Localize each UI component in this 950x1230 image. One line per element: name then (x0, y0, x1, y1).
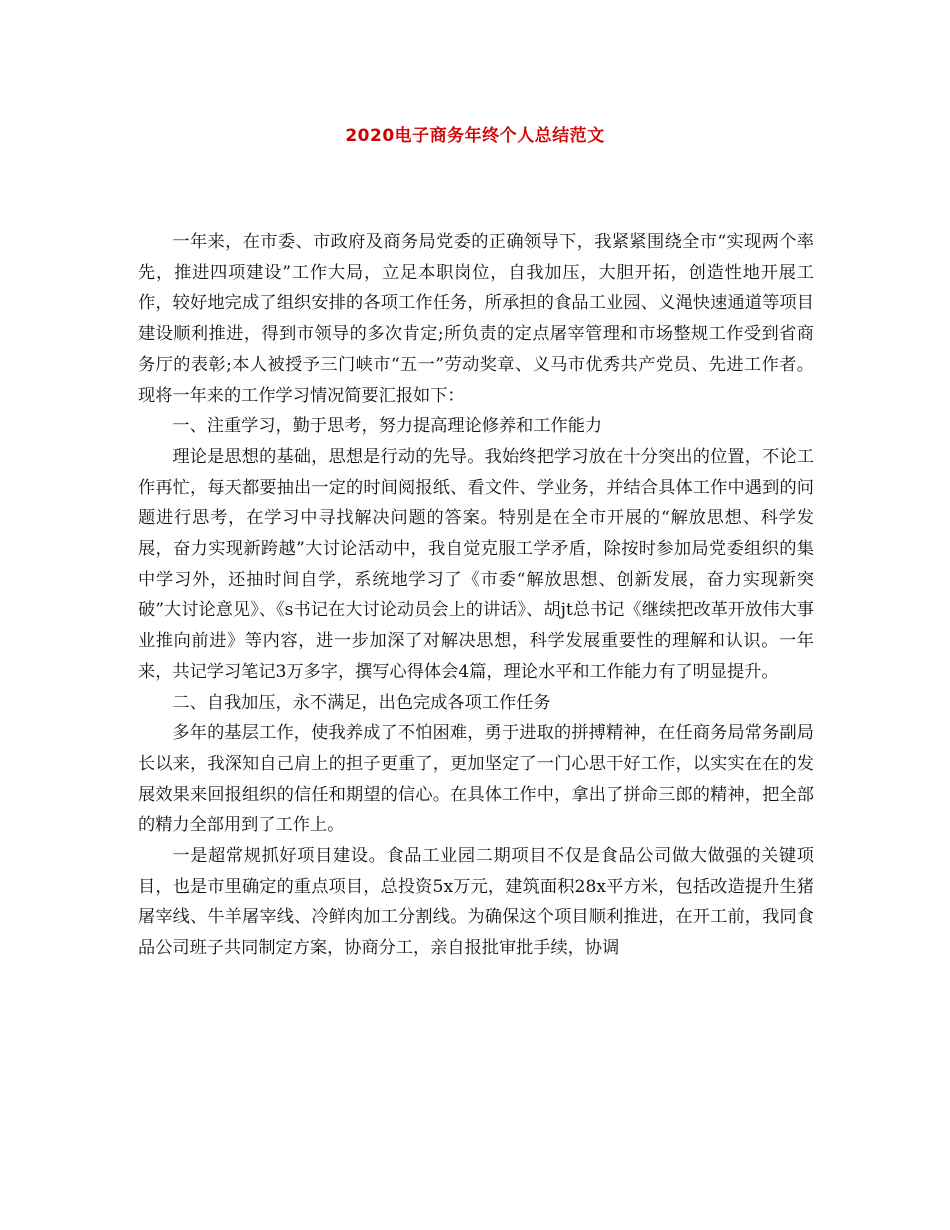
section-heading-1: 一、注重学习，勤于思考，努力提高理论修养和工作能力 (172, 416, 603, 437)
section-heading-2: 二、自我加压，永不满足，出色完成各项工作任务 (172, 692, 551, 713)
document-body (138, 227, 814, 964)
document-title: 2020电子商务年终个人总结范文 (345, 126, 605, 146)
paragraph-work: 多年的基层工作，使我养成了不怕困难，勇于进取的拼搏精神，在任商务局常务副局长以来，我深知自己肩上的担子更重了，更加坚定了一门心思干好工作，以实实在在的发展效果来回报组织的信任和期望的信心。在具体工作中，拿出了拼命三郎的精神，把全部的精力全部用到了工作上。 (138, 723, 814, 836)
paragraph-intro: 一年来，在市委、市政府及商务局党委的正确领导下，我紧紧围绕全市“实现两个率先，推进四项建设”工作大局，立足本职岗位，自我加压，大胆开拓，创造性地开展工作，较好地完成了组织安排的各项工作任务，所承担的食品工业园、义渑快速通道等项目建设顺利推进，得到市领导的多次肯定;所负责的定点屠宰管理和市场整规工作受到省商务厅的表彰;本人被授予三门峡市“五一”劳动奖章、义马市优秀共产党员、先进工作者。现将一年来的工作学习情况简要汇报如下： (138, 232, 814, 406)
paragraph-study: 理论是思想的基础，思想是行动的先导。我始终把学习放在十分突出的位置，不论工作再忙，每天都要抽出一定的时间阅报纸、看文件、学业务，并结合具体工作中遇到的问题进行思考，在学习中寻找解决问题的答案。特别是在全市开展的“解放思想、科学发展，奋力实现新跨越”大讨论活动中，我自觉克服工学矛盾，除按时参加局党委组织的集中学习外，还抽时间自学，系统地学习了《市委“解放思想、创新发展，奋力实现新突破”大讨论意见》、《s书记在大讨论动员会上的讲话》、胡jt总书记《继续把改革开放伟大事业推向前进》等内容，进一步加深了对解决思想，科学发展重要性的理解和认识。一年来，共记学习笔记3万多字，撰写心得体会4篇，理论水平和工作能力有了明显提升。 (138, 446, 814, 682)
paragraph-projects: 一是超常规抓好项目建设。食品工业园二期项目不仅是食品公司做大做强的关键项目，也是市里确定的重点项目，总投资5x万元，建筑面积28x平方米，包括改造提升生猪屠宰线、牛羊屠宰线、冷鲜肉加工分割线。为确保这个项目顺利推进，在开工前，我同食品公司班子共同制定方案，协商分工，亲自报批审批手续，协调 (138, 846, 814, 959)
